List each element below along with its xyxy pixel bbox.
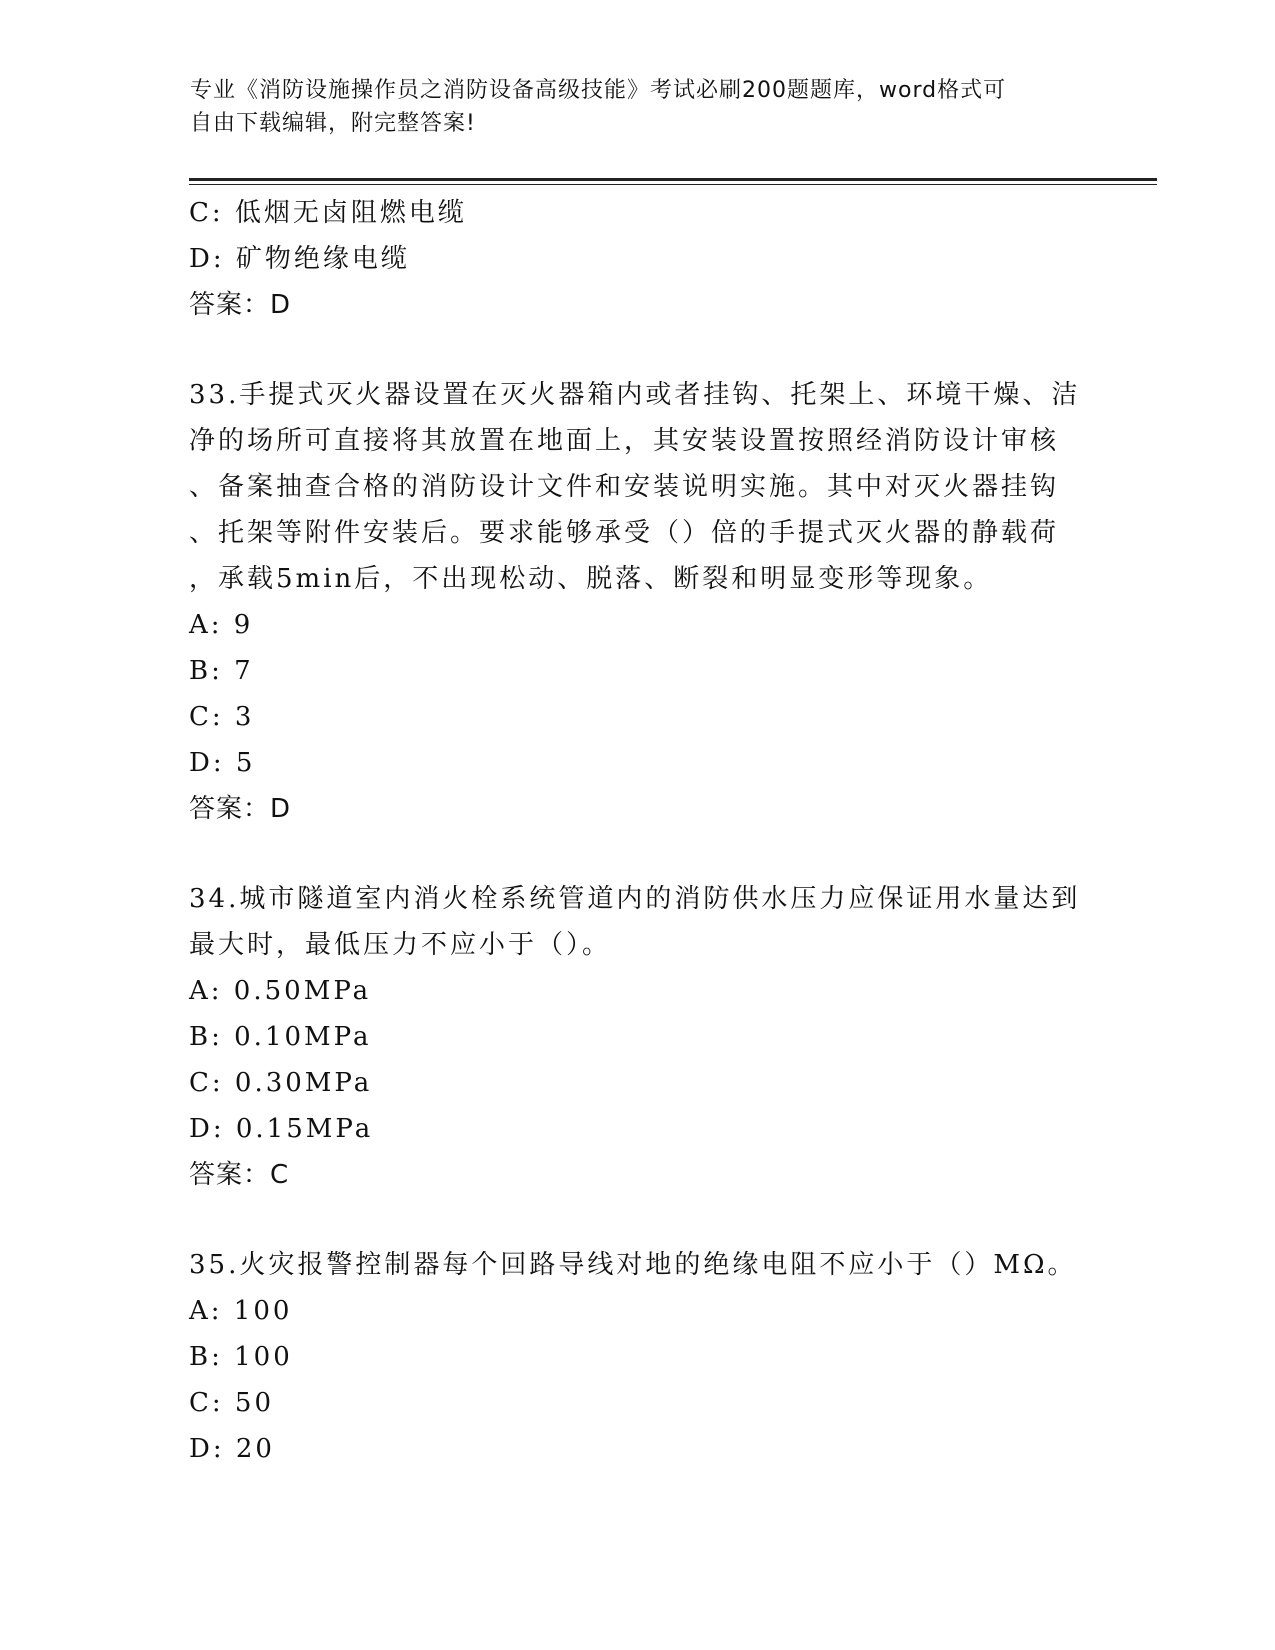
question-text bbox=[189, 1242, 1089, 1288]
option-a: A: 0.50MPa bbox=[189, 976, 372, 1006]
option-b: B: 100 bbox=[189, 1342, 293, 1372]
question-text-line: 最大时，最低压力不应小于（）。 bbox=[189, 930, 612, 960]
question-34 bbox=[189, 876, 1089, 1198]
option-a: A: 9 bbox=[189, 610, 254, 640]
question-text bbox=[189, 876, 1089, 968]
question-text-line: 33.手提式灭火器设置在灭火器箱内或者挂钩、托架上、环境干燥、洁 bbox=[189, 380, 1081, 410]
question-text-line: 净的场所可直接将其放置在地面上，其安装设置按照经消防设计审核 bbox=[189, 426, 1060, 456]
option-b: B: 0.10MPa bbox=[189, 1022, 372, 1052]
option-d: D: 5 bbox=[189, 748, 256, 778]
question-list bbox=[189, 190, 1089, 1472]
question-text bbox=[189, 372, 1089, 602]
option-d: D: 20 bbox=[189, 1434, 275, 1464]
question-text-line: 34.城市隧道室内消火栓系统管道内的消防供水压力应保证用水量达到 bbox=[189, 884, 1081, 914]
question-33 bbox=[189, 372, 1089, 832]
option-c: C: 50 bbox=[189, 1388, 275, 1418]
header-line-2: 自由下载编辑，附完整答案! bbox=[190, 111, 476, 136]
option-c: C: 低烟无卤阻燃电缆 bbox=[189, 198, 467, 228]
option-b: B: 7 bbox=[189, 656, 254, 686]
question-text-line: 35.火灾报警控制器每个回路导线对地的绝缘电阻不应小于（）MΩ。 bbox=[189, 1250, 1077, 1280]
question-32-continued bbox=[189, 190, 1089, 328]
option-c: C: 0.30MPa bbox=[189, 1068, 373, 1098]
option-a: A: 100 bbox=[189, 1296, 293, 1326]
question-text-line: ，承载5min后，不出现松动、脱落、断裂和明显变形等现象。 bbox=[189, 564, 993, 594]
header-divider-thin bbox=[189, 184, 1157, 185]
answer-line: 答案：C bbox=[189, 1160, 290, 1190]
question-text-line: 、备案抽查合格的消防设计文件和安装说明实施。其中对灭火器挂钩 bbox=[189, 472, 1060, 502]
option-d: D: 0.15MPa bbox=[189, 1114, 374, 1144]
question-text-line: 、托架等附件安装后。要求能够承受（）倍的手提式灭火器的静载荷 bbox=[189, 518, 1060, 548]
answer-line: 答案：D bbox=[189, 290, 292, 320]
option-c: C: 3 bbox=[189, 702, 255, 732]
question-35 bbox=[189, 1242, 1089, 1472]
header-divider-thick bbox=[189, 178, 1157, 181]
header-line-1: 专业《消防设施操作员之消防设备高级技能》考试必刷200题题库，word格式可 bbox=[190, 78, 1007, 103]
page-header bbox=[190, 74, 1070, 140]
answer-line: 答案：D bbox=[189, 794, 292, 824]
option-d: D: 矿物绝缘电缆 bbox=[189, 244, 410, 274]
